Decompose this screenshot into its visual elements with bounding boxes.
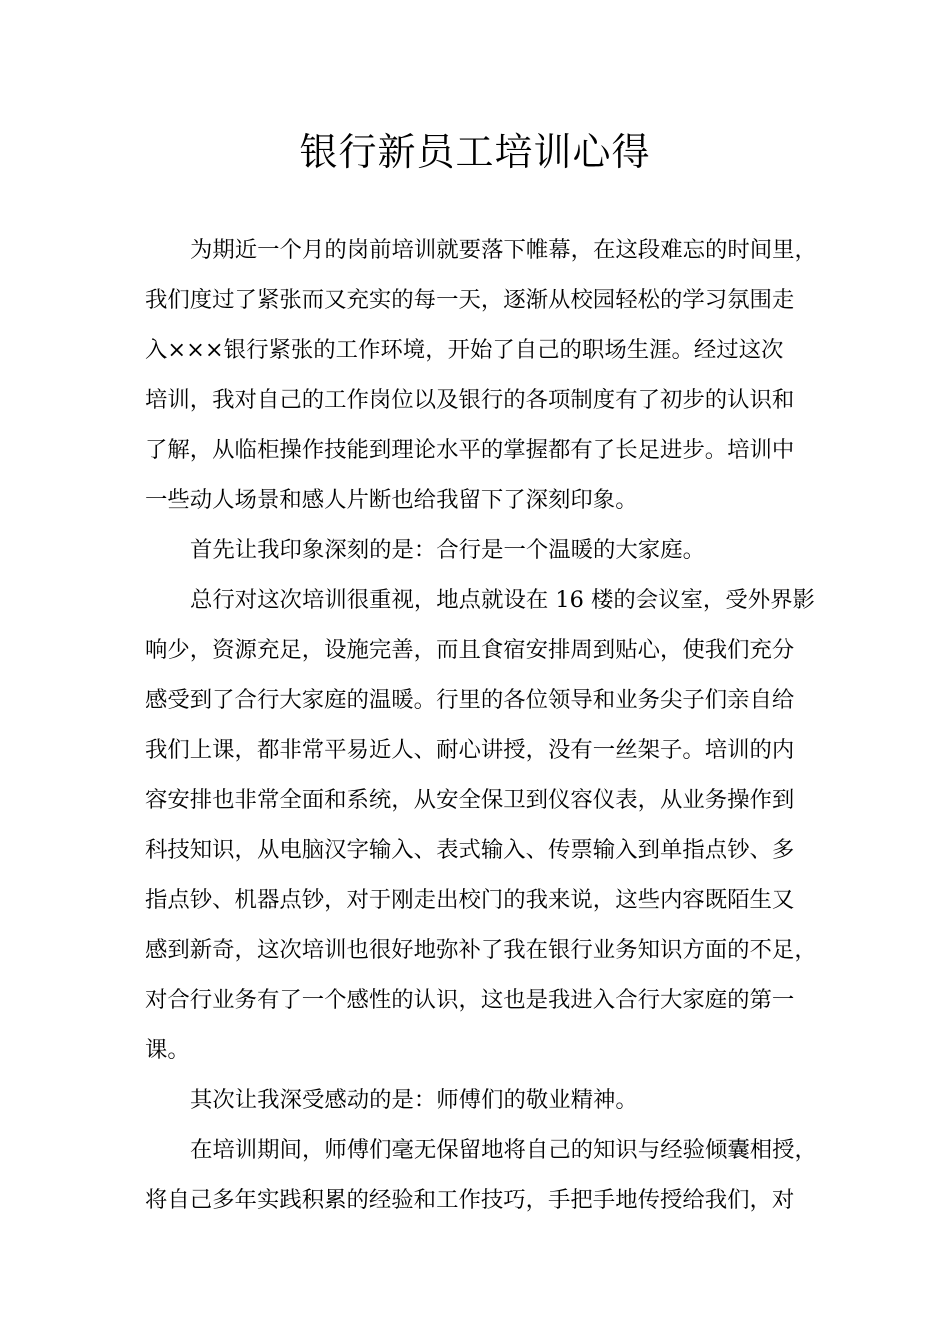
document-body (145, 225, 815, 1225)
paragraph-line: 我们度过了紧张而又充实的每一天，逐渐从校园轻松的学习氛围走 (145, 287, 795, 313)
paragraph-line: 响少，资源充足，设施完善，而且食宿安排周到贴心，使我们充分 (145, 637, 795, 663)
document-title: 银行新员工培训心得 (299, 130, 651, 174)
paragraph-line: 感到新奇，这次培训也很好地弥补了我在银行业务知识方面的不足， (145, 937, 817, 963)
paragraph-line: 首先让我印象深刻的是：合行是一个温暖的大家庭。 (190, 537, 705, 563)
paragraph-line: 指点钞、机器点钞，对于刚走出校门的我来说，这些内容既陌生又 (145, 887, 795, 913)
paragraph-line: 感受到了合行大家庭的温暖。行里的各位领导和业务尖子们亲自给 (145, 687, 795, 713)
paragraph-line: 为期近一个月的岗前培训就要落下帷幕，在这段难忘的时间里， (190, 237, 817, 263)
paragraph-line: 入×××银行紧张的工作环境，开始了自己的职场生涯。经过这次 (145, 337, 784, 363)
paragraph-line: 容安排也非常全面和系统，从安全保卫到仪容仪表，从业务操作到 (145, 787, 795, 813)
paragraph-line: 我们上课，都非常平易近人、耐心讲授，没有一丝架子。培训的内 (145, 737, 795, 763)
paragraph-line: 培训，我对自己的工作岗位以及银行的各项制度有了初步的认识和 (145, 387, 795, 413)
paragraph-line: 课。 (145, 1037, 190, 1063)
paragraph-line: 一些动人场景和感人片断也给我留下了深刻印象。 (145, 487, 638, 513)
paragraph-line: 在培训期间，师傅们毫无保留地将自己的知识与经验倾囊相授， (190, 1137, 817, 1163)
paragraph-line: 科技知识，从电脑汉字输入、表式输入、传票输入到单指点钞、多 (145, 837, 795, 863)
paragraph-line: 总行对这次培训很重视，地点就设在 16 楼的会议室，受外界影 (190, 587, 815, 613)
paragraph-line: 了解，从临柜操作技能到理论水平的掌握都有了长足进步。培训中 (145, 437, 795, 463)
paragraph-line: 对合行业务有了一个感性的认识，这也是我进入合行大家庭的第一 (145, 987, 795, 1013)
paragraph-line: 其次让我深受感动的是：师傅们的敬业精神。 (190, 1087, 638, 1113)
paragraph-line: 将自己多年实践积累的经验和工作技巧，手把手地传授给我们，对 (145, 1187, 795, 1213)
